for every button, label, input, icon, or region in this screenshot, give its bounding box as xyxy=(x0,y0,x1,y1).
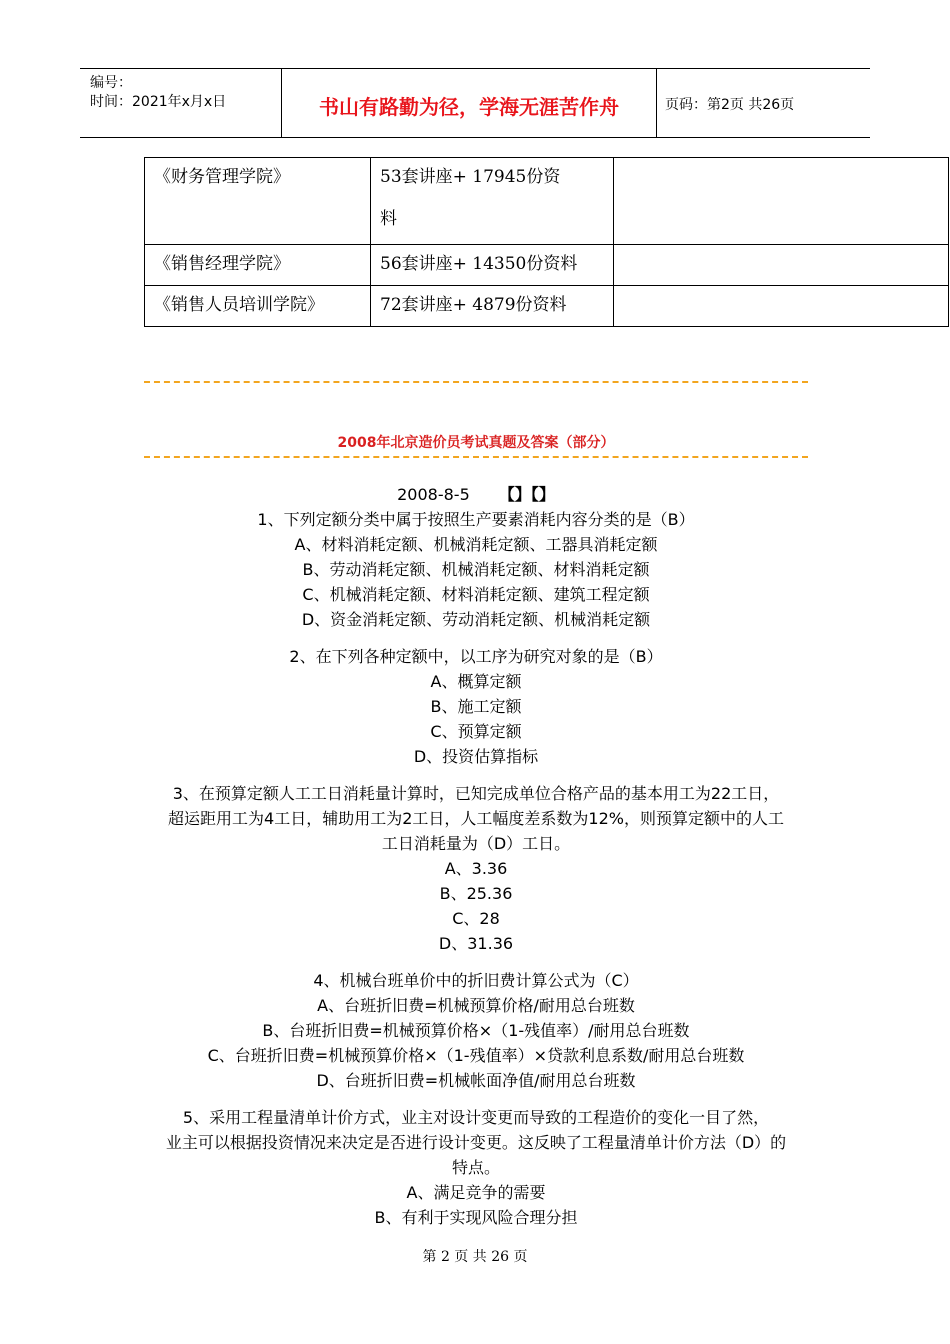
header-page-cell xyxy=(656,69,870,137)
answer-option: D、资金消耗定额、劳动消耗定额、机械消耗定额 xyxy=(301,610,651,629)
question-stem-line: 业主可以根据投资情况来决定是否进行设计变更。这反映了工程量清单计价方法（D）的 xyxy=(165,1133,787,1152)
document-number-label: 编号： xyxy=(90,75,132,91)
divider-bottom xyxy=(144,456,808,458)
table-cell-extra xyxy=(614,286,949,327)
answer-option: B、有利于实现风险合理分担 xyxy=(374,1208,578,1227)
table-cell-name: 《财务管理学院》 xyxy=(145,158,371,245)
article-title: 2008年北京造价员考试真题及答案（部分） xyxy=(337,435,615,451)
answer-option: B、25.36 xyxy=(439,884,513,903)
answer-option: C、28 xyxy=(452,909,500,928)
table-row xyxy=(145,158,949,245)
answer-option: C、台班折旧费=机械预算价格×（1-残值率）×贷款利息系数/耐用总台班数 xyxy=(207,1046,745,1065)
answer-option: D、台班折旧费=机械帐面净值/耐用总台班数 xyxy=(316,1071,636,1090)
question-stem-line: 超运距用工为4工日，辅助用工为2工日，人工幅度差系数为12%，则预算定额中的人工 xyxy=(168,809,784,828)
question-stem-line: 特点。 xyxy=(451,1158,500,1177)
answer-option: A、台班折旧费=机械预算价格/耐用总台班数 xyxy=(317,996,635,1015)
question-stem: 2、在下列各种定额中，以工序为研究对象的是（B） xyxy=(289,647,663,666)
answer-option: C、机械消耗定额、材料消耗定额、建筑工程定额 xyxy=(302,585,650,604)
header-info-cell xyxy=(80,69,281,137)
date-line xyxy=(144,482,808,507)
answer-option: B、劳动消耗定额、机械消耗定额、材料消耗定额 xyxy=(302,560,650,579)
table-cell-content xyxy=(371,158,614,245)
header-motto-cell xyxy=(281,69,657,137)
header-motto: 书山有路勤为径，学海无涯苦作舟 xyxy=(319,95,619,119)
answer-option: C、预算定额 xyxy=(430,722,522,741)
table-cell-name: 《销售经理学院》 xyxy=(145,245,371,286)
document-time: 时间：2021年x月x日 xyxy=(90,94,227,110)
answer-option: A、概算定额 xyxy=(430,672,522,691)
question-stem-line: 3、在预算定额人工工日消耗量计算时，已知完成单位合格产品的基本用工为22工日， xyxy=(172,784,780,803)
article-date: 2008-8-5 xyxy=(397,485,470,504)
answer-option: A、3.36 xyxy=(444,859,508,878)
table-cell-extra xyxy=(614,245,949,286)
page-header xyxy=(80,68,870,138)
table-row xyxy=(145,245,949,286)
bracket-marks: 【】【】 xyxy=(498,485,555,504)
answer-option: B、台班折旧费=机械预算价格×（1-残值率）/耐用总台班数 xyxy=(262,1021,690,1040)
question-stem-line: 工日消耗量为（D）工日。 xyxy=(381,834,571,853)
question-stem-line: 5、采用工程量清单计价方式，业主对设计变更而导致的工程造价的变化一目了然， xyxy=(182,1108,770,1127)
article-body xyxy=(144,482,808,1230)
table-cell-content-line: 料 xyxy=(380,209,397,229)
question-stem: 1、下列定额分类中属于按照生产要素消耗内容分类的是（B） xyxy=(257,510,695,529)
table-cell-content: 72套讲座+ 4879份资料 xyxy=(371,286,614,327)
table-cell-content-line: 53套讲座+ 17945份资 xyxy=(380,167,561,187)
page-footer: 第 2 页 共 26 页 xyxy=(422,1249,528,1265)
question-stem: 4、机械台班单价中的折旧费计算公式为（C） xyxy=(313,971,639,990)
answer-option: A、材料消耗定额、机械消耗定额、工器具消耗定额 xyxy=(294,535,658,554)
table-cell-name: 《销售人员培训学院》 xyxy=(145,286,371,327)
header-page-number: 页码：第2页 共26页 xyxy=(665,97,795,113)
answer-option: B、施工定额 xyxy=(430,697,522,716)
answer-option: A、满足竞争的需要 xyxy=(406,1183,546,1202)
divider-top xyxy=(144,381,808,383)
table-cell-content: 56套讲座+ 14350份资料 xyxy=(371,245,614,286)
resource-table xyxy=(144,157,949,327)
table-row xyxy=(145,286,949,327)
answer-option: D、31.36 xyxy=(438,934,514,953)
answer-option: D、投资估算指标 xyxy=(413,747,539,766)
table-cell-extra xyxy=(614,158,949,245)
